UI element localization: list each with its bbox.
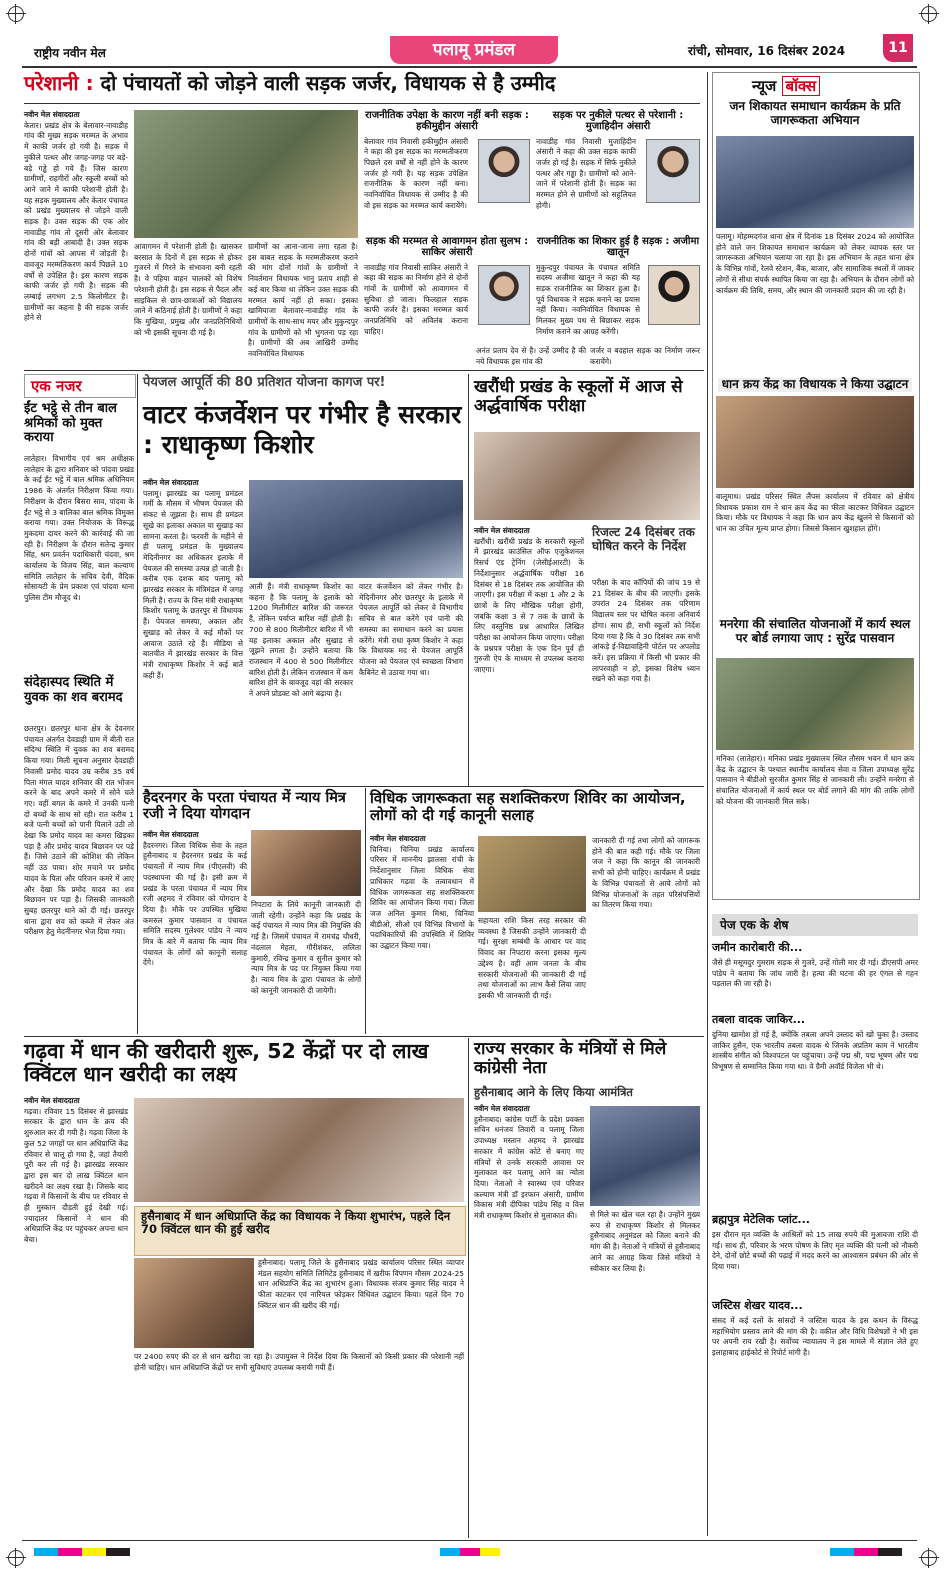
haidarnagar-headline: हैदरनगर के परता पंचायत में न्याय मित्र रजी ने दिया योगदान — [143, 790, 346, 823]
haidarnagar-body-2: निपटारा के लिये कानूनी जानकारी दी जाती रहेगी। उन्होंने कहा कि प्रखंड के कई पंचायत में न्याय मित्र की नियुक्ति की गई है। जिसमें पंचायत में रामचंद्र चौधरी, नंदलाल मेहता, गौरीशंकर, ललिता कुमारी, रविन्द्र कुमार व सुनील कुमार को न्याय मित्र के पद पर नियुक्त किया गया है। न्याय मित्र के द्वारा पंचायत के लोगों को कानूनी जानकारी दी जायेगी। — [251, 900, 361, 995]
quote-1-title: राजनीतिक उपेक्षा के कारण नहीं बनी सड़क : हकीमुद्दीन अंसारी — [365, 110, 529, 133]
lead-col-3 — [248, 242, 358, 359]
registration-mark — [921, 6, 937, 22]
ek-najar-box — [24, 374, 136, 398]
dhaan-body-1: गढ़वा। रविवार 15 दिसंबर से झारखंड सरकार के द्वारा धान के क्रय की शुरुआत कर दी गयी है। गढ़वा जिला के कुल 52 जगहों पर धान अधिप्राप्ति केंद्र रविवार से चालू हो गया है, जहां तैयारी पूरी कर ली गई है। झारखंड सरकार द्वारा इस बार दो लाख क्विंटल धान खरीदने का लक्ष्य रखा है। जिसके बाद गढ़वा में किसानों के बीच पर रविवार से ही मुस्कान दौड़ती हुई देखी गई। ज्यादातर किसानों ने धान की अधिप्राप्ति केंद्र पर पहुंचकर अपना धान बेचा। — [24, 1106, 128, 1245]
quote-2-title: सड़क पर नुकीले पत्थर से परेशानी : मुजाहिदीन अंसारी — [552, 110, 684, 133]
haidarnagar-byline: नवीन मेल संवाददाता — [143, 830, 199, 839]
dhaan-col-1 — [24, 1096, 128, 1536]
quote-4-portrait — [648, 265, 700, 325]
paddy-centre-photo — [716, 396, 914, 488]
ek-najar-headline-2: संदेहास्पद स्थिति में युवक का शव बरामद — [24, 675, 123, 705]
kharaundhi-body-1: खरौंधी। खरौंधी प्रखंड के सरकारी स्कूलों में झारखंड काउंसिल ऑफ एजुकेशनल रिसर्च एंड ट्रेनिंग (जेसीईआरटी) के निर्देशानुसार अर्द्धवार्षिक परीक्षा 16 दिसंबर से 18 दिसंबर तक आयोजित की जाएगी। इस परीक्षा में कक्षा 1 और 2 के छात्रों के लिए मौखिक परीक्षा होगी, जबकि कक्षा 3 से 7 तक के छात्रों के लिए वस्तुनिष्ठ प्रश्न आधारित लिखित परीक्षा का आयोजन किया जाएगा। परीक्षा के प्रश्नपत्र परीक्षा के एक दिन पूर्व ही गुरुजी ऐप के माध्यम से उपलब्ध कराया जाएगा। — [474, 536, 584, 675]
manrega-photo — [716, 658, 914, 750]
news-box-headline-3: मनरेगा की संचालित योजनाओं में कार्य स्थल पर बोर्ड लगाया जाए : सुरेंद्र पासवान — [719, 617, 911, 645]
vidhik-col-1 — [370, 834, 474, 1034]
exam-photo — [474, 432, 700, 520]
minister-photo — [249, 480, 463, 578]
color-bar — [58, 1548, 82, 1556]
lead-road-photo — [134, 110, 358, 238]
kharaundhi-body-2: परीक्षा के बाद कॉपियों की जांच 19 से 21 दिसंबर के बीच की जाएगी। इसके उपरांत 24 दिसंबर तक परिणाम विद्यालय स्तर पर घोषित करना अनिवार्य होगा। साथ ही, सभी स्कूलों को निर्देश दिया गया है कि वे 30 दिसंबर तक सभी आंकड़े ई-विद्यावाहिनी पोर्टल पर अपलोड करें। इस प्रक्रिया में किसी भी प्रकार की लापरवाही न हो, इसका विशेष ध्यान रखने को कहा गया है। — [592, 578, 700, 684]
color-bar — [82, 1548, 106, 1556]
kharaundhi-headline: खरौंधी प्रखंड के स्कूलों में आज से अर्द्धवार्षिक परीक्षा — [474, 377, 683, 417]
news-box-label-a: न्यूज — [752, 77, 777, 95]
registration-mark — [8, 1550, 24, 1566]
quote-4-text: मुकुन्दपुर पंचायत के पंचायत समिति सदस्य अजीमा खातून ने कहा की यह सड़क राजनीतिक का शिकार हुआ है। पूर्व विधायक ने सड़क बनाने का प्रयास नहीं किया। नवनिर्वाचित विधायक से मिलकर मुख्य पथ से बिछाकर सड़क निर्माण कराने का आग्रह करेंगी। — [536, 262, 640, 336]
water-kicker: पेयजल आपूर्ति की 80 प्रतिशत योजना कागज पर! — [143, 375, 386, 390]
water-body-3: वाटर कंजर्वेशन को लेकर गंभीर है। मेदिनीनगर और छतरपुर के इलाके में पेयजल आपूर्ति को लेकर वे विभागीय सचिव से बात करेंगे एवं पानी की समस्या का समाधान करने का प्रयास करेंगे। मंत्री राधा कृष्ण किशोर ने कहा कि विधायक मद से पेयजल आपूर्ति योजना को पेयजल एवं स्वच्छता विभाग कैबिनेट से उठाया गया था। — [359, 582, 463, 677]
lead-col-2 — [134, 242, 242, 344]
ek-najar-text-1: लातेहार। विभागीय एवं श्रम अधीक्षक लातेहार के द्वारा शनिवार को पांदवा प्रखंड के कई ईंट भट्ठे में बाल श्रमिक अधिनियम 1986 के अंतर्गत निरीक्षण किया गया। निरीक्षण के दौरान बिसरा साव, पांदवा के ईंट भट्ठे से 3 बालिका बाल श्रमिक विमुक्त कराया गया। उक्त नियोजक के विरूद्ध मुकदमा दायर करने की कार्रवाई की जा रही है। निरीक्षण के दौरान सतेन्द्र कुमार सिंह, श्रम प्रवर्तन पदाधिकारी चंदवा, श्रम कार्यालय के विजय सिंह, बाल कल्याण समिति लातेहार के सचिव देवी, वैदिक सोसायटी के प्रेम प्रकाश एवं पांदवा थाना पुलिस टीम मौजूद थे। — [24, 454, 134, 603]
dhaan-subhead-box — [134, 1206, 466, 1256]
water-col-2 — [249, 582, 353, 782]
column-divider — [468, 1038, 469, 1538]
ek-najar-label: एक नजर — [31, 377, 82, 395]
section-rule — [143, 786, 704, 787]
lead-tail-a: अनंत प्रताप देव से है। उन्हें उम्मीद है की नये विधायक इस गांव की — [476, 346, 586, 366]
lead-bottom-rule — [24, 370, 704, 371]
quote-2-portrait — [646, 139, 700, 203]
news-box-text-3: मनिका (लातेहार)। मनिका प्रखंड मुख्यालय स्थित तौसम भवन में धान क्रय केंद्र के उद्घाटन के पश्चात स्थानीय कार्यालय सेवा व जिला उपाध्यक्ष सुरेंद्र पासवान ने बीडीओ सुरजीत कुमार सिंह से जानकारी ली। उन्होंने मनरेगा से संचालित योजनाओं में कार्य स्थल पर बोर्ड लगाने की मांग की ताकि लोगों को योजना की जानकारी मिल सके। — [716, 754, 914, 806]
awareness-photo — [716, 136, 914, 228]
ek-najar-headline-1: ईंट भट्ठे से तीन बाल श्रमिकों को मुक्त कराया — [24, 401, 117, 446]
news-box-headline-1: जन शिकायत समाधान कार्यक्रम के प्रति जागरूकता अभियान — [729, 99, 901, 127]
color-bar — [440, 1548, 460, 1556]
lead-body-2: आवागमन में परेशानी होती है। खासकर बरसात के दिनों में इस सड़क से होकर गुजरने में गिरने के संभावना बनी रहती है। वे पहिया वाहन चालकों को विशेष परेशानी होती है। इस सड़क से पैदल और साइकिल से छात्र-छात्राओं को विद्यालय जाने में कठिनाई होती है। ग्रामीणों ने कहा कि मुखिया, प्रमुख और जनप्रतिनिधियों को भी इसकी सूचना दी गई है। — [134, 242, 242, 337]
color-bar — [106, 1548, 130, 1556]
quote-2-text: नावाडीह गांव निवासी मुजाहिदीन अंसारी ने कहा की उक्त सड़क काफी जर्जर हो गई है। सड़क में सिर्फ नुकीले पत्थर और गड्ढा है। ग्रामीणों को आने-जाने में परेशानी होती है। सड़क का मरम्मत होने से ग्रामीणों को सहूलियत होगी। — [536, 136, 636, 210]
shesh-text-2: दुनिया खामोश हो गई है, क्योंकि तबला अपने उस्ताद को खो चुका है। उस्ताद जाकिर हुसैन, एक भारतीय तबला वादक थे जिनके अप्रतिम काम ने भारतीय शास्त्रीय संगीत को विश्वपटल पर पहुंचाया। उन्हें पद्म श्री, पद्म भूषण और पद्म विभूषण से सम्मानित किया गया था। वे ग्रैमी अवॉर्ड विजेता भी थे। — [712, 1030, 918, 1072]
vidhik-col-2 — [478, 916, 586, 1034]
quote-1-text: बेलावार गांव निवासी हकीमुद्दीन अंसारी ने कहा की इस सड़क का मरम्मतीकरण पिछले दस वर्षों से नहीं होने के कारण जर्जर हो गयी है। यह सड़क उपेक्षित राजनीतिक के कारण नहीं बना। नवनिर्वाचित विधायक से उम्मीद है की वो इस सड़क का मरम्मत कार्य करायेंगे। — [364, 136, 468, 210]
shesh-text-4: संसद में कई दलों के सांसदों ने जस्टिस यादव के इस कथन के विरुद्ध महाभियोग प्रस्ताव लाने की मांग की है। वकील और विधि विशेषज्ञों ने भी इस पर अपनी राय रखी है। सर्वोच्च न्यायालय ने इस मामले में संज्ञान लेते हुए इलाहाबाद हाईकोर्ट से रिपोर्ट मांगी है। — [712, 1316, 918, 1358]
color-bar — [830, 1548, 854, 1556]
page-one-shesh-label: पेज एक के शेष — [712, 914, 918, 936]
news-box-label-b: बॉक्स — [782, 76, 821, 96]
kharaundhi-subhead: रिजल्ट 24 दिसंबर तक घोषित करने के निर्देश — [592, 525, 695, 553]
news-box-text-2: बालूमाथ। प्रखंड परिसर स्थित लैंपस कार्यालय में रविवार को क्षेत्रीय विधायक प्रकाश राम ने धान क्रय केंद्र का फीता काटकर विधिवत उद्घाटन किया। मौके पर विधायक ने कहा कि धान क्रय केंद्र खुलने से किसानों को धान का उचित मूल्य प्राप्त होगा। जिससे किसान खुशहाल होंगे। — [716, 492, 914, 534]
mla-inauguration-photo — [134, 1258, 254, 1348]
registration-mark — [8, 6, 24, 22]
lead-body-3: ग्रामीणों का आना-जाना लगा रहता है। इस बाबत सड़क के मरम्मतीकरण कराने की मांग दोनों गांवों के ग्रामीणों ने निवर्तमान विधायक भानु प्रताप शाही से कई बार किया था लेकिन उक्त सड़क की मरम्मत कार्य नहीं हो सका। इसका खामियाजा बेलावार-नावाडीह गांव के ग्रामीणों के साथ-साथ मयर और मुकुन्दपुर गांव के ग्रामीणों को भी भुगतना पड़ रहा है। ग्रामीणों की अब आखिरी उम्मीद नवनिर्वाचित विधायक — [248, 242, 358, 359]
dhaan-byline: नवीन मेल संवाददाता — [24, 1096, 80, 1105]
section-banner: पलामू प्रमंडल — [390, 36, 558, 64]
congress-col-2 — [590, 1210, 700, 1536]
kharaundhi-col-2 — [592, 578, 700, 784]
color-bar — [480, 1548, 500, 1556]
quote-3-portrait — [478, 265, 530, 325]
congress-headline: राज्य सरकार के मंत्रियों से मिले कांग्रेसी नेता — [474, 1039, 667, 1079]
kharaundhi-byline: नवीन मेल संवाददाता — [474, 526, 530, 535]
dhaan-centre-photo — [134, 1098, 464, 1202]
shesh-text-1: जैसे ही मसूमदुर गुमराम सड़क से गुजरे, उन्हें गोली मार दी गई। डीएसपी अमर पांडेय ने बताया कि जांच जारी है। हत्या की घटना की हर एंगल से गहन पड़ताल की जा रही है। — [712, 958, 918, 989]
water-body-2: आती हैं। मंत्री राधाकृष्ण किशोर का कहना है कि पलामू के इलाके को 1200 मिलीमीटर बारिश की जरूरत है, लेकिन पर्याप्त बारिश नहीं होती है। 700 से 800 मिलीमीटर बारिश में भी यह इलाका अकाल और सुखाड़ से जूझने लगता है। उन्होंने बताया कि राजस्थान में 400 से 500 मिलीमीटर बारिश होती है। लेकिन राजस्थान में कम बारिश होने के बावजूद वहां की सरकार ने अपने प्रोडक्ट को आगे बढ़ाया है। — [249, 582, 353, 699]
registration-mark — [921, 1550, 937, 1566]
shesh-headline-2: तबला वादक जाकिर... — [712, 1013, 806, 1026]
vidhik-byline: नवीन मेल संवाददाता — [370, 834, 426, 843]
dhaan-sub-text: हुसैनाबाद। पलामू जिले के हुसैनाबाद प्रखंड कार्यालय परिसर स्थित व्यापार मंडल सहयोग समिति लिमिटेड हुसैनाबाद में खरीफ विपणन मौसम 2024-25 धान अधिप्राप्ति केंद्र का शुभारंभ हुआ। विधायक संजय कुमार सिंह यादव ने फीता काटकर एवं नारियल फोड़कर विधिवत उद्घाटन किया। पहले दिन 70 क्विंटल धान की खरीद की गई। — [258, 1258, 464, 1310]
news-box-headline-2: धान क्रय केंद्र का विधायक ने किया उद्घाटन — [718, 378, 912, 392]
haidarnagar-body-1: हैदरनगर। जिला विधिक सेवा के तहत हुसैनाबाद व हैदरनगर प्रखंड के कई पंचायतों में न्याय मित्र (पीएलवी) की पदस्थापना की गई है। इसी क्रम में प्रखंड के परता पंचायत में न्याय मित्र रजी अहमद ने रविवार को योगदान दे दिया है। मौके पर उपस्थित मुखिया कमरुल कुमार पासवान व पंचायत समिति सदस्य गुलेश्वर पांडेय ने न्याय मित्र के बारे में बताया कि न्याय मित्र पंचायत के लोगों को कानूनी सलाह देंगे। — [143, 840, 247, 968]
vidhik-col-3 — [592, 836, 700, 1034]
lead-headline-line — [24, 72, 704, 95]
lead-col-1 — [24, 110, 128, 344]
news-box-text-1: पलामू। मोहम्मदगंज थाना क्षेत्र में दिनांक 18 दिसंबर 2024 को आयोजित होने वाले जन शिकायत समाधान कार्यक्रम को लेकर व्यापक स्तर पर जागरूकता अभियान चलाया जा रहा है। इस अभियान के तहत थाना क्षेत्र के विभिन्न गांवों, रेलवे स्टेशन, बैंक, बाजार, और सामाजिक स्थलों में जाकर लोगों से सीधा संपर्क स्थापित किया जा रहा है। अभियान के दौरान लोगों को कार्यक्रम की तिथि, समय, और स्थान की जानकारी प्रदान की जा रही है। — [716, 232, 914, 295]
dhaan-tail: पर 2400 रुपए की दर से धान खरीदा जा रहा है। उपायुक्त ने निर्देश दिया कि किसानों को किसी प्रकार की परेशानी नहीं होनी चाहिए। धान अधिप्राप्ति केंद्रों पर सभी सुविधाएं उपलब्ध करायी गयी हैं। — [134, 1352, 464, 1372]
kharaundhi-col-1 — [474, 526, 584, 784]
water-headline: वाटर कंजर्वेशन पर गंभीर है सरकार : राधाकृष्ण किशोर — [143, 400, 462, 459]
water-body-1: पलामू। झारखंड का पलामू प्रमंडल गर्मी के मौसम में भीषण पेयजल की संकट से जूझता है। साथ ही प्रमंडल सूखे का इलाका अकाल या सुखाड़ का सामना करता है। फरवरी के महीने से ही पलामू प्रमंडल के मुख्यालय मेदिनीनगर का अधिकतर इलाके में पेयजल की समस्या उत्पन्न हो जाती है। करीब एक दशक बाद पलामू को झारखंड सरकार के मंत्रिमंडल में जगह मिली है। राज्य के वित्त मंत्री राधाकृष्ण किशोर पलामू के छतरपुर से विधायक हैं। पेयजल समस्या, अकाल और सुखाड़ को लेकर वे कई मौकों पर आवाज उठाते रहे हैं। मीडिया से बातचीत में झारखंड सरकार के वित्त मंत्री राधाकृष्ण किशोर ने कई बातें कही हैं। — [143, 488, 243, 680]
quote-1-portrait — [478, 139, 530, 203]
shesh-headline-1: जमीन कारोबारी की... — [712, 941, 803, 954]
ek-najar-text-2: छतरपुर। छतरपुर थाना क्षेत्र के देवनगर पंचायत अंतर्गत देवडाही ग्राम में बीती रात संदिग्ध स्थिति में युवक का शव बरामद किया गया। मिली सूचना अनुसार देवडाही निवासी प्रमोद यादव उम्र करीब 35 वर्ष पिता मंगल यादव शनिवार की रात भोजन करने के बाद अपने कमरे में सोने चले गए। वहीं बगल के कमरे में उनकी पत्नी दो बच्चों के साथ सो रही। रात करीब 1 बजे पत्नी बच्चों को पानी पिलाने उठी तो देखा कि प्रमोद यादव का कमरा खिड़का पड़ा है और प्रमोद यादव बिछावन पर पड़े हैं। जिसे उठाने की कोशिश की लेकिन नहीं उठ पाया। शोर मचाने पर प्रमोद यादव के पिता और परिजन कमरे में आए और देखा कि प्रमोद यादव का शव बिछावन पर पड़ा है। जिसकी जानकारी सुबह छतरपुर थाने को दी गई। छतरपुर थाना द्वारा शव को कब्जे में लेकर अंत परीक्षण हेतु मेदनीनगर भेज दिया गया। — [24, 724, 134, 937]
congress-body-1: हुसैनाबाद। कांग्रेस पार्टी के प्रदेश प्रवक्ता सचिन धनंजय तिवारी व पलामू जिला उपाध्यक्ष मस्तान अहमद ने झारखंड सरकार में कांग्रेस कोटे से बनाए गए मंत्रियों से उनके सरकारी आवास पर मुलाकात कर पलामू आने का न्योता दिया। नेताओं ने स्वास्थ्य एवं परिवार कल्याण मंत्री डॉ इरफान अंसारी, ग्रामीण विकास मंत्री दीपिका पांडेय सिंह व वित्त मंत्री राधाकृष्ण किशोर से मुलाकात की। — [474, 1114, 584, 1221]
water-col-1 — [143, 478, 243, 780]
lead-body-1: केतार। प्रखंड क्षेत्र के बेलावार-नावाडीह गांव की मुख्य सड़क मरम्मत के अभाव में काफी जर्जर हो गयी है। सड़क में नुकीले पत्थर और जगह-जगह पर बड़े-बड़े गड्ढे हो गये हैं। जिस कारण ग्रामीणों, राहगीरों और स्कूली बच्चों को आने जाने में काफी परेशानी होती है। यह सड़क मुख्यालय और केतार पंचायत को प्रखंड मुख्यालय से जोड़ने वाली सड़क है। उक्त सड़क की एक ओर नावाडीह गांव तो दूसरी ओर बेलावार गांव की बड़ी आबादी है। उक्त सड़क दोनों गांवों को आपस में जोड़ती है। वावजूद मरम्मतिकरण कार्य पिछले 10 वर्षों से उपेक्षित है। इस कारण सड़क काफी जर्जर हो गयी है। सड़क की लम्बाई लगभग 2.5 किलोमीटर है। ग्रामीणों का कहना है की सड़क जर्जर होने से — [24, 120, 128, 323]
quote-box-4 — [536, 236, 700, 346]
shesh-headline-3: ब्रह्मपुत्र मेटेलिक प्लांट... — [712, 1213, 810, 1226]
section-rule — [24, 1036, 704, 1037]
quote-box-1 — [364, 110, 530, 234]
vidhik-photo — [478, 836, 586, 912]
news-box-label — [752, 76, 820, 96]
lead-rule — [24, 103, 700, 104]
quote-3-title: सड़क की मरम्मत से आवागमन होता सुलभ : साकिर अंसारी — [365, 236, 529, 259]
vidhik-headline: विधिक जागरूकता सह सशक्तिकरण शिविर का आयोजन, लोगों को दी गई कानूनी सलाह — [370, 789, 686, 824]
dhaan-headline: गढ़वा में धान की खरीदारी शुरू, 52 केंद्रों पर दो लाख क्विंटल धान खरीदी का लक्ष्य — [24, 1039, 429, 1087]
color-bar — [878, 1548, 902, 1556]
congress-col-1 — [474, 1104, 584, 1536]
page-number: 11 — [883, 34, 913, 62]
column-divider — [365, 788, 366, 1034]
congress-body-2: से मिले का खेल चल रहा है। उन्होंने मुख्य रूप से राधाकृष्ण किशोर से मिलकर हुसैनाबाद अनुमंडल को जिला बनाने की मांग की है। नेताओं ने मंत्रियों से हुसैनाबाद आने का आग्रह किया जिसे मंत्रियों ने स्वीकार कर लिया है। — [590, 1210, 700, 1273]
haidarnagar-col-2 — [251, 900, 361, 1034]
water-col-3 — [359, 582, 463, 782]
lead-byline: नवीन मेल संवाददाता — [24, 110, 80, 119]
footer-rule — [22, 1540, 917, 1541]
quote-box-2 — [536, 110, 700, 234]
shesh-text-3: इस दौरान मृत व्यक्ति के आश्रितों को 15 लाख रुपये की मुआवजा राशि दी गई। साथ ही, परिवार के भरण पोषण के लिए मृत व्यक्ति की पत्नी को नौकरी देने, दोनों छोटे बच्चों की पढ़ाई में मदद करने का आश्वासन प्रबंधन की ओर से दिया गया। — [712, 1230, 918, 1272]
color-bar — [34, 1548, 58, 1556]
water-byline: नवीन मेल संवाददाता — [143, 478, 199, 487]
vidhik-body-1: चिनिया। चिनिया प्रखंड कार्यालय परिसर में माननीय झालसा रांची के निर्देशानुसार जिला विधिक सेवा प्राधिकार गढ़वा के तत्वावधान में विधिक जागरूकता सह सशक्तिकरण शिविर का आयोजन किया गया। जिला जज अनिल कुमार मिश्रा, चिनिया बीडीओ, सीओ एवं विभिन्न विभागों के पदाधिकारियों की उपस्थिति में शिविर का उद्घाटन किया गया। — [370, 844, 474, 951]
lead-kicker: परेशानी : — [24, 71, 94, 95]
shesh-headline-4: जस्टिस शेखर यादव... — [712, 1299, 803, 1312]
congress-photo — [590, 1106, 700, 1206]
dateline: रांची, सोमवार, 16 दिसंबर 2024 — [688, 44, 846, 58]
nyay-mitra-photo — [251, 830, 361, 896]
congress-subhead: हुसैनाबाद आने के लिए किया आमंत्रित — [474, 1085, 633, 1099]
lead-headline: दो पंचायतों को जोड़ने वाली सड़क जर्जर, विधायक से है उम्मीद — [100, 71, 556, 95]
masthead-rule — [22, 66, 917, 68]
congress-byline: नवीन मेल संवाददाता — [474, 1104, 530, 1113]
paper-name: राष्ट्रीय नवीन मेल — [34, 46, 106, 60]
column-divider — [137, 374, 138, 1034]
lead-tail-b: जर्जर व बदहाल सड़क का निर्माण जरूर करायेंगे। — [590, 346, 700, 366]
column-divider — [468, 374, 469, 786]
haidarnagar-col-1 — [143, 830, 247, 1034]
quote-4-title: राजनीतिक का शिकार हुई है सड़क : अजीमा खातून — [536, 236, 700, 259]
vidhik-body-2: सहायता राशि किस तरह सरकार की व्यवस्था है जिसकी उन्होंने जानकारी दी गई। सुरक्षा सम्बंधी के आधार पर वाद विवाद का निपटारा करना इसका मूल्य उद्देश्य है। वहीं आम जनता के बीच सरकारी योजनाओं की जानकारी दी गई तथा योजनाओं का लाभ कैसे लिया जाए इसकी भी जानकारी दी गई। — [478, 916, 586, 1000]
quote-box-3 — [364, 236, 530, 346]
dhaan-subhead: हुसैनाबाद में धान अधिप्राप्ति केंद्र का विधायक ने किया शुभारंभ, पहले दिन 70 क्विंटल धान की हुई खरीद — [141, 1209, 451, 1236]
column-divider — [707, 72, 708, 1536]
quote-3-text: नावाडीह गांव निवासी साकिर अंसारी ने कहा की सड़क का निर्माण होने से दोनों गांवों के ग्रामीणों को आवागमन में सुविधा हो जाता। फिलहाल सड़क काफी जर्जर है। इसका मरम्मत कार्य जनप्रतिनिधि को अविलंब कराना चाहिए। — [364, 262, 468, 336]
color-bar — [854, 1548, 878, 1556]
vidhik-body-3: जानकारी दी गई तथा लोगों को जागरूक होने की बात कही गई। मौके पर जिला जज ने कहा कि कानून की जानकारी सभी को होनी चाहिए। कार्यक्रम में प्रखंड के विभिन्न पंचायतों से आये लोगों को विभिन्न योजनाओं के तहत परिसंपत्तियों का वितरण किया गया। — [592, 836, 700, 910]
color-bar — [460, 1548, 480, 1556]
